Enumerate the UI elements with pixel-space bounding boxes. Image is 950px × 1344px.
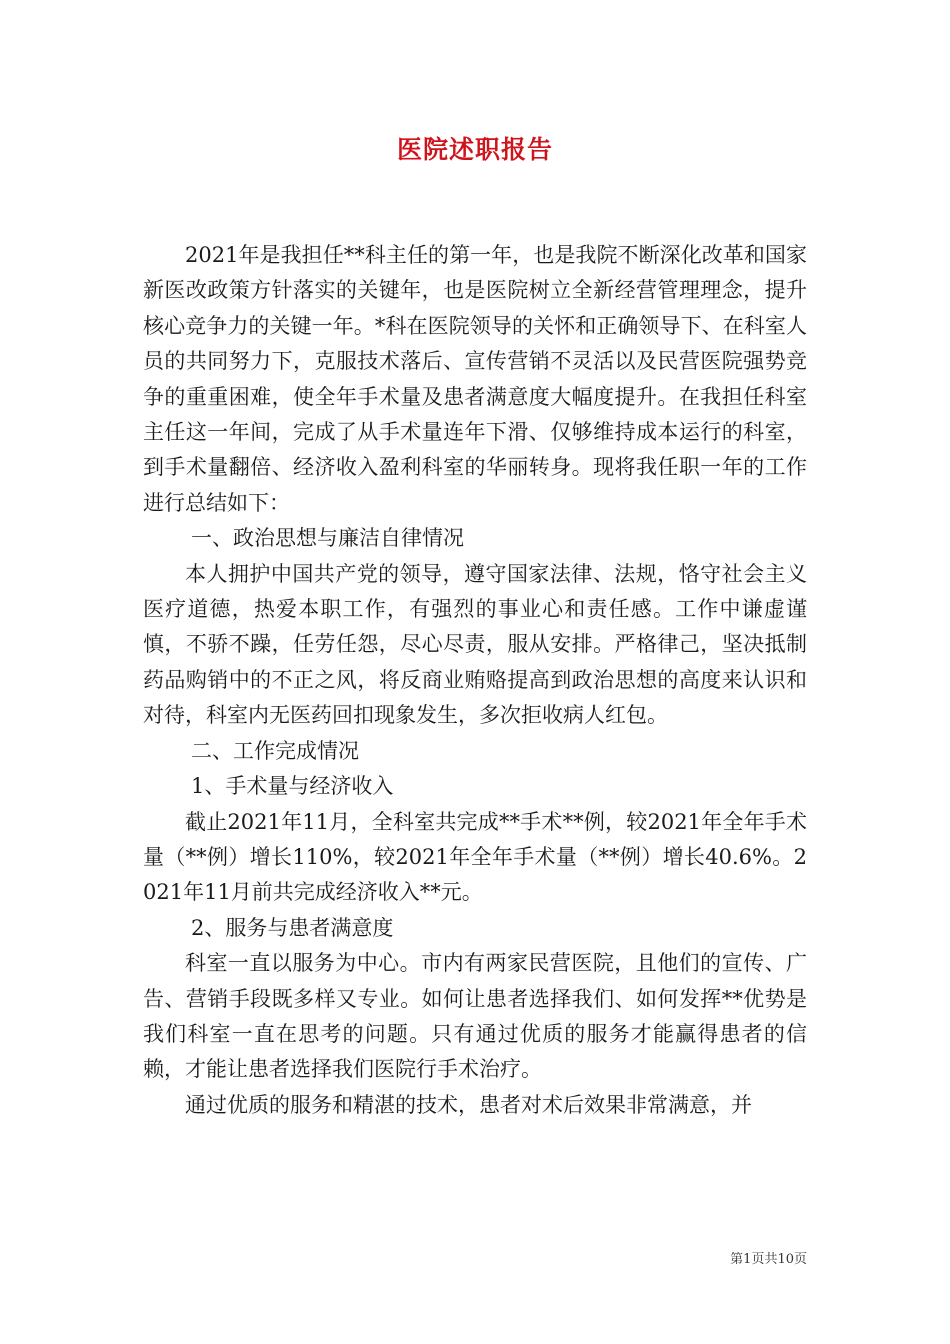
section-heading-work: 二、工作完成情况 [191, 738, 359, 763]
paragraph-surgery-income: 截止2021年11月，全科室共完成**手术**例，较2021年全年手术量（**例）增长110%，较2021年全年手术量（**例）增长40.6%。2021年11月前共完成经济收入**元。 [143, 809, 807, 905]
section-heading-political: 一、政治思想与廉洁自律情况 [191, 526, 464, 551]
page-title: 医院述职报告 [396, 135, 553, 164]
page-number-footer: 第1页共10页 [730, 1252, 807, 1267]
paragraph-service: 科室一直以服务为中心。市内有两家民营医院，且他们的宣传、广告、营销手段既多样又专业。如何让患者选择我们、如何发挥**优势是我们科室一直在思考的问题。只有通过优质的服务才能赢得患者的信赖，才能让患者选择我们医院行手术治疗。 [143, 951, 807, 1082]
paragraph-quality: 通过优质的服务和精湛的技术，患者对术后效果非常满意，并 [185, 1092, 752, 1117]
subheading-surgery-income: 1、手术量与经济收入 [191, 774, 394, 799]
paragraph-political: 本人拥护中国共产党的领导，遵守国家法律、法规，恪守社会主义医疗道德，热爱本职工作，有强烈的事业心和责任感。工作中谦虚谨慎，不骄不躁，任劳任怨，尽心尽责，服从安排。严格律己，坚决抵制药品购销中的不正之风，将反商业贿赂提高到政治思想的高度来认识和对待，科室内无医药回扣现象发生，多次拒收病人红包。 [143, 561, 807, 728]
document-body [143, 238, 807, 1123]
paragraph-intro: 2021年是我担任**科主任的第一年，也是我院不断深化改革和国家新医改政策方针落实的关键年，也是医院树立全新经营管理理念，提升核心竞争力的关键一年。*科在医院领导的关怀和正确领导下、在科室人员的共同努力下，克服技术落后、宣传营销不灵活以及民营医院强势竞争的重重困难，使全年手术量及患者满意度大幅度提升。在我担任科室主任这一年间，完成了从手术量连年下滑、仅够维持成本运行的科室，到手术量翻倍、经济收入盈利科室的华丽转身。现将我任职一年的工作进行总结如下： [143, 243, 807, 515]
subheading-service: 2、服务与患者满意度 [191, 915, 394, 940]
